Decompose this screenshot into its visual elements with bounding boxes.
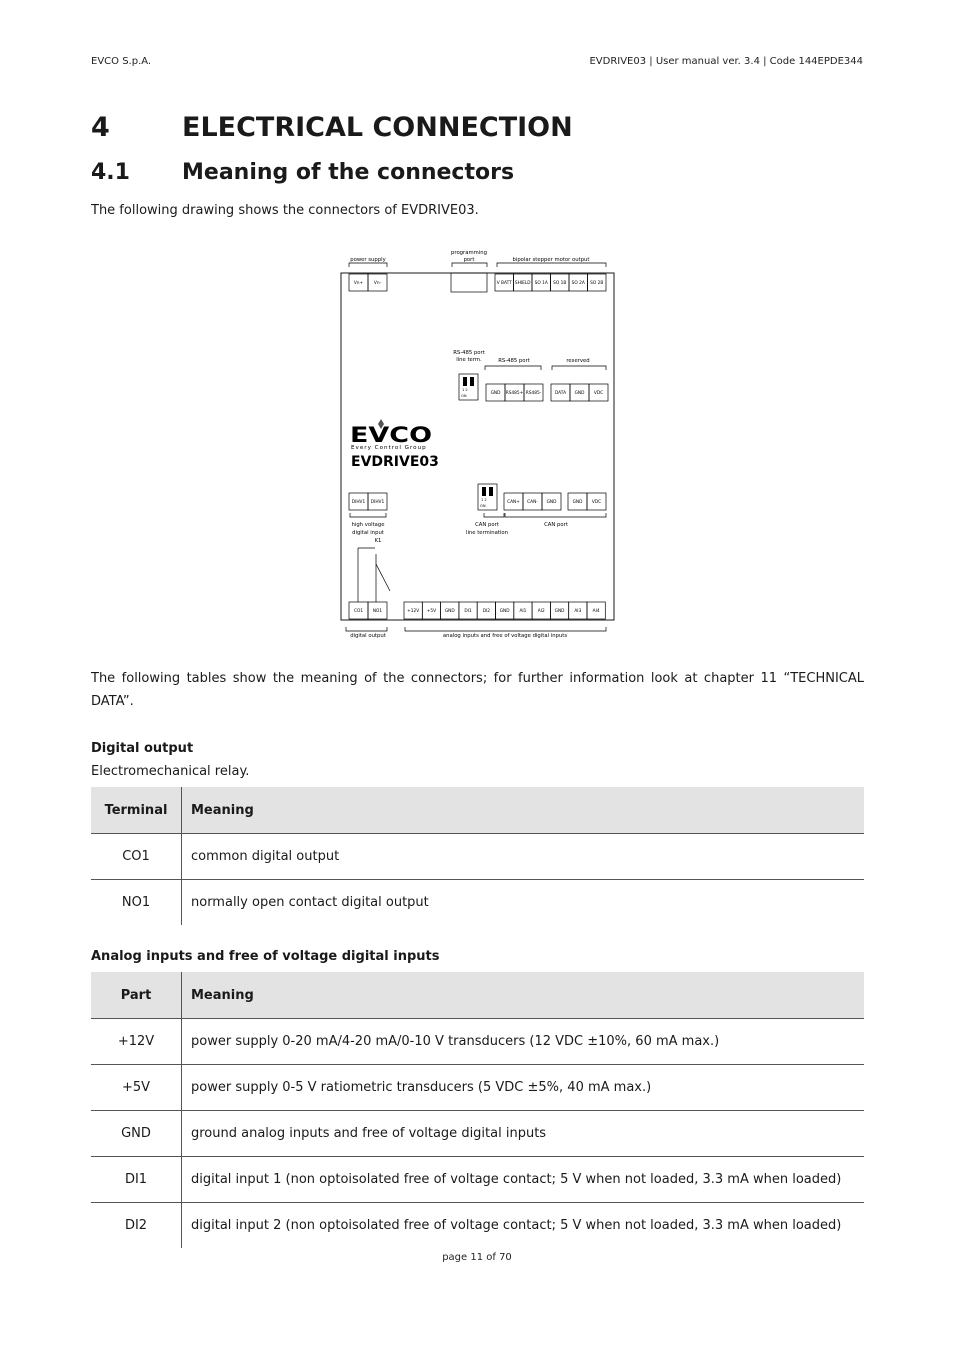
terminal-cell: CO1 (91, 834, 182, 880)
evco-logo-text: EVCO (350, 423, 432, 447)
part-cell: DI1 (91, 1157, 182, 1203)
part-cell: DI2 (91, 1203, 182, 1249)
meaning-cell: normally open contact digital output (182, 880, 865, 926)
section-title: ELECTRICAL CONNECTION (182, 112, 573, 143)
reserved-terminal-label: VDC (593, 391, 604, 397)
rs485-terminal-label: RS485+ (505, 391, 524, 397)
table-header-row (91, 972, 864, 1019)
analog-input-terminal-label: AI4 (592, 609, 600, 615)
table-row (91, 880, 864, 926)
reserved-terminal-label: GND (574, 391, 585, 397)
terminal-cell: NO1 (91, 880, 182, 926)
section-heading (91, 112, 573, 143)
table-row (91, 1203, 864, 1249)
label-power-supply: power supply (350, 257, 386, 263)
analog-inputs-heading: Analog inputs and free of voltage digital inputs (91, 949, 440, 964)
meaning-cell: digital input 1 (non optoisolated free of voltage contact; 5 V when not loaded, 3.3 mA when loaded) (182, 1157, 865, 1203)
part-cell: +12V (91, 1019, 182, 1065)
analog-input-terminal-label: GND (554, 609, 565, 615)
can-switch-numbers: 1 2 (481, 498, 487, 502)
subsection-number: 4.1 (91, 160, 130, 185)
header-meaning: Meaning (182, 972, 865, 1019)
meaning-cell: common digital output (182, 834, 865, 880)
stepper-terminal-label: V BATT (496, 281, 512, 287)
page-number: page 11 of 70 (442, 1252, 512, 1263)
stepper-terminal-label: SO 1A (534, 281, 548, 287)
evco-tagline: Every Control Group (351, 445, 427, 451)
model-name: EVDRIVE03 (351, 454, 439, 470)
digital-output-description: Electromechanical relay. (91, 764, 250, 779)
analog-input-terminal-label: +12V (407, 609, 420, 615)
table-header-row (91, 787, 864, 834)
analog-input-terminal-label: DI1 (464, 609, 472, 615)
stepper-terminal-label: SO 2A (571, 281, 585, 287)
can-switch-on: ON (480, 504, 486, 508)
subsection-heading (91, 160, 514, 185)
can-power-terminal-label: VDC (591, 500, 602, 506)
intro-paragraph: The following drawing shows the connectors of EVDRIVE03. (91, 203, 479, 218)
analog-input-terminal-label: GND (499, 609, 510, 615)
can-terminal-label: CAN- (527, 500, 538, 506)
analog-input-terminal-label: AI3 (574, 609, 582, 615)
part-cell: GND (91, 1111, 182, 1157)
digital-output-terminal-label: NO1 (372, 609, 383, 615)
stepper-terminal-label: SO 2B (590, 281, 604, 287)
reserved-terminal-label: DATA (554, 391, 567, 397)
stepper-terminal-label: SHIELD (514, 281, 531, 287)
label-analog-inputs: analog inputs and free of voltage digital inputs (442, 633, 568, 639)
rs485-switch-on: ON (461, 394, 467, 398)
header-doc-info: EVDRIVE03 | User manual ver. 3.4 | Code 144EPDE344 (589, 56, 863, 67)
analog-input-terminal-label: AI1 (519, 609, 527, 615)
table-row (91, 1111, 864, 1157)
label-programming-port-1: programming (451, 250, 487, 256)
meaning-cell: power supply 0-5 V ratiometric transducers (5 VDC ±5%, 40 mA max.) (182, 1065, 865, 1111)
table-row (91, 1065, 864, 1111)
table-row (91, 1157, 864, 1203)
analog-input-terminal-label: AI2 (537, 609, 545, 615)
table-row (91, 834, 864, 880)
connector-diagram (340, 246, 616, 642)
digital-output-terminal-label: CO1 (353, 609, 364, 615)
power-terminal-label: Vn+ (353, 281, 364, 287)
header-company: EVCO S.p.A. (91, 56, 152, 67)
header-part: Part (91, 972, 182, 1019)
table-row (91, 1019, 864, 1065)
label-can-term-1: CAN port (475, 522, 499, 528)
section-number: 4 (91, 112, 110, 143)
analog-input-terminal-label: +5V (426, 609, 437, 615)
rs485-switch-numbers: 1 2 (462, 388, 468, 392)
hv-input-terminal-label: DIHV1 (351, 500, 366, 506)
part-cell: +5V (91, 1065, 182, 1111)
power-terminal-label: Vn- (373, 281, 382, 287)
stepper-terminal-label: SO 1B (553, 281, 567, 287)
rs485-terminal-label: GND (490, 391, 501, 397)
can-terminal-label: GND (546, 500, 557, 506)
label-hv-3: K1 (374, 538, 382, 544)
analog-input-terminal-label: DI2 (482, 609, 491, 615)
subsection-title: Meaning of the connectors (182, 160, 515, 185)
label-can-port: CAN port (544, 522, 568, 528)
digital-output-heading: Digital output (91, 741, 194, 756)
label-reserved: reserved (566, 358, 590, 364)
label-stepper-output: bipolar stepper motor output (512, 257, 590, 263)
meaning-cell: digital input 2 (non optoisolated free of voltage contact; 5 V when not loaded, 3.3 mA when loaded) (182, 1203, 865, 1249)
meaning-cell: power supply 0-20 mA/4-20 mA/0-10 V transducers (12 VDC ±10%, 60 mA max.) (182, 1019, 865, 1065)
label-digital-output: digital output (350, 633, 386, 639)
label-rs485-term-2: line term. (456, 357, 482, 363)
label-rs485-port: RS-485 port (498, 358, 530, 364)
rs485-terminal-label: RS485- (525, 391, 542, 397)
can-power-terminal-label: GND (572, 500, 583, 506)
analog-input-terminal-label: GND (444, 609, 455, 615)
tables-intro-paragraph: The following tables show the meaning of the connectors; for further information look at chapter 11 “TECHNICAL DATA”. (91, 671, 864, 709)
label-can-term-2: line termination (465, 530, 509, 536)
analog-inputs-table (91, 972, 864, 1248)
meaning-cell: ground analog inputs and free of voltage digital inputs (182, 1111, 865, 1157)
label-hv-2: digital input (352, 530, 384, 536)
digital-output-table (91, 787, 864, 925)
label-rs485-term-1: RS-485 port (453, 350, 485, 356)
header-meaning: Meaning (182, 787, 865, 834)
label-programming-port-2: port (463, 257, 475, 263)
label-hv-1: high voltage (351, 522, 385, 528)
hv-input-terminal-label: DIHV1 (370, 500, 385, 506)
header-terminal: Terminal (91, 787, 182, 834)
can-terminal-label: CAN+ (507, 500, 520, 506)
